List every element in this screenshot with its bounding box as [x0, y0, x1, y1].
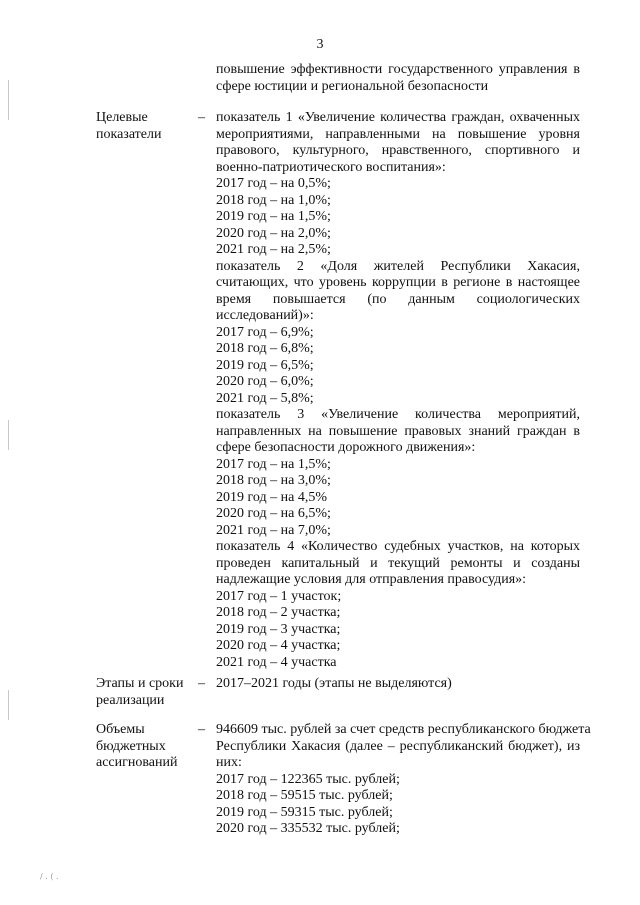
content-line: 2019 год – 59315 тыс. рублей; — [216, 804, 393, 820]
content-line: надлежащие условия для отправления правосудия»: — [216, 572, 527, 587]
content-line: военно-патриотического воспитания»: — [216, 159, 446, 175]
footer-mark: / . ( . — [40, 872, 59, 881]
section-content — [216, 722, 591, 838]
content-line: проведен капитальный и текущий ремонты и созданы — [216, 555, 580, 571]
content-line: 2021 год – 5,8%; — [216, 390, 314, 406]
content-line: считающих, что уровень коррупции в регионе в настоящее — [216, 275, 580, 290]
content-line: сфере безопасности дорожного движения»: — [216, 440, 476, 455]
content-line: время повышается (по данным социологических — [216, 291, 580, 307]
content-line: 2017 год – 1 участок; — [216, 588, 342, 604]
content-line: 2018 год – на 1,0%; — [216, 192, 331, 208]
content-line: них: — [216, 755, 242, 770]
content-line: мероприятиями, направленными на повышение уровня — [216, 126, 580, 142]
intro-line: сфере юстиции и региональной безопасности — [216, 78, 489, 94]
content-line: 2021 год – 4 участка — [216, 654, 337, 670]
content-line: Республики Хакасия (далее – республиканский бюджет), из — [216, 738, 580, 754]
content-line: показатель 2 «Доля жителей Республики Хакасия, — [216, 258, 580, 274]
content-line: 2020 год – 6,0%; — [216, 374, 314, 389]
content-line: 2019 год – на 4,5% — [216, 489, 327, 505]
content-line: 2020 год – на 6,5%; — [216, 506, 331, 521]
section-dash: – — [198, 110, 205, 125]
section-dash: – — [198, 722, 205, 737]
section-label — [96, 676, 192, 709]
page-number: 3 — [316, 37, 324, 52]
content-line: 2017 год – на 0,5%; — [216, 176, 331, 191]
content-line: 2019 год – 3 участка; — [216, 621, 341, 637]
content-line: 2019 год – 6,5%; — [216, 357, 314, 373]
section-label-line: реализации — [96, 692, 165, 708]
content-line: 2018 год – 6,8%; — [216, 341, 314, 356]
content-line: 2021 год – на 2,5%; — [216, 242, 331, 257]
section-content — [216, 676, 580, 693]
content-line: 2018 год – на 3,0%; — [216, 473, 331, 488]
scan-mark — [8, 690, 9, 720]
section-label — [96, 110, 192, 143]
content-line: показатель 3 «Увеличение количества мероприятий, — [216, 407, 580, 422]
section-label-line: показатели — [96, 126, 162, 142]
scan-mark — [8, 80, 9, 120]
content-line: 2020 год – 335532 тыс. рублей; — [216, 821, 400, 836]
section-label-line: ассигнований — [96, 755, 178, 770]
content-line: 2020 год – на 2,0%; — [216, 225, 331, 241]
intro-line: повышение эффективности государственного управления в — [216, 62, 580, 77]
content-line: 2021 год – на 7,0%; — [216, 522, 331, 538]
content-line: 2020 год – 4 участка; — [216, 638, 341, 653]
content-line: показатель 1 «Увеличение количества граждан, охваченных — [216, 110, 580, 125]
section-label-line: Целевые — [96, 110, 148, 125]
content-line: 946609 тыс. рублей за счет средств республиканского бюджета — [216, 722, 591, 737]
content-line: направленных на повышение правовых знаний граждан в — [216, 423, 580, 439]
section-label — [96, 722, 192, 772]
content-line: 2017 год – 6,9%; — [216, 324, 314, 340]
content-line: 2017 год – на 1,5%; — [216, 456, 331, 472]
intro-text — [216, 62, 580, 95]
content-line: 2017 год – 122365 тыс. рублей; — [216, 771, 400, 787]
section-label-line: бюджетных — [96, 738, 166, 754]
section-dash: – — [198, 676, 205, 691]
section-label-line: Этапы и сроки — [96, 676, 184, 691]
content-line: правового, культурного, нравственного, спортивного и — [216, 143, 580, 158]
content-line: 2018 год – 59515 тыс. рублей; — [216, 788, 393, 803]
section-label-line: Объемы — [96, 722, 145, 737]
scan-mark — [8, 420, 9, 450]
content-line: 2018 год – 2 участка; — [216, 605, 341, 620]
content-line: 2019 год – на 1,5%; — [216, 209, 331, 224]
content-line: показатель 4 «Количество судебных участков, на которых — [216, 539, 580, 554]
content-line: 2017–2021 годы (этапы не выделяются) — [216, 676, 452, 691]
content-line: исследований)»: — [216, 308, 314, 323]
section-content — [216, 110, 580, 671]
